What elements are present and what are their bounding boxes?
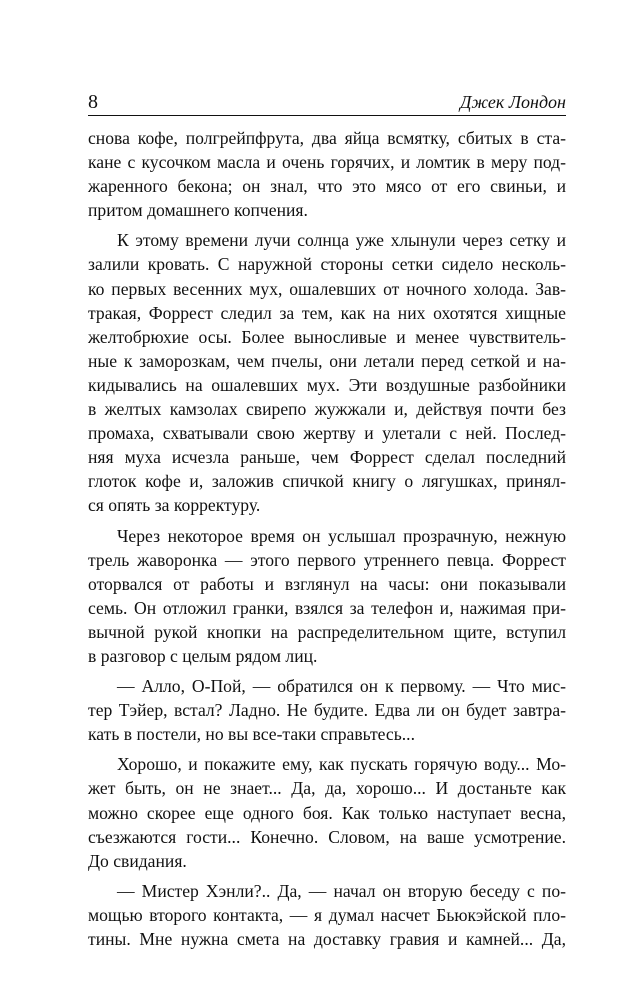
text-line: К этому времени лучи солнца уже хлынули через сетку и — [117, 230, 566, 251]
text-line: съезжаются гости... Конечно. Словом, на ваше усмотрение. — [88, 826, 566, 847]
page-header — [88, 90, 566, 116]
text-line: семь. Он отложил гранки, взялся за телефон и, нажимая при- — [88, 597, 566, 618]
text-line: жет быть, он не знает... Да, да, хорошо... И достаньте как — [88, 778, 566, 799]
text-line: промаха, схватывали свою жертву и улетали с ней. Послед- — [88, 423, 566, 444]
text-line: глоток кофе и, заложив спичкой книгу о лягушках, принял- — [88, 471, 566, 492]
text-line: в разговор с целым рядом лиц. — [88, 645, 318, 666]
text-line: ко первых весенних мух, ошалевших от ночного холода. Зав- — [88, 278, 566, 299]
text-line: снова кофе, полгрейпфрута, два яйца всмятку, сбитых в ста- — [88, 128, 566, 148]
text-line: — Мистер Хэнли?.. Да, — начал он вторую беседу с по- — [117, 880, 566, 901]
text-line: трель жаворонка — этого первого утреннего певца. Форрест — [88, 549, 566, 570]
text-line: в желтых камзолах свирепо жужжали и, действуя почти без — [88, 399, 566, 420]
paragraph — [88, 126, 566, 222]
text-line: притом домашнего копчения. — [88, 200, 308, 221]
text-line: Хорошо, и покажите ему, как пускать горячую воду... Мо- — [117, 754, 566, 775]
paragraph — [88, 752, 566, 872]
text-line: вычной рукой кнопки на распределительном щите, вступил — [88, 621, 566, 642]
text-line: Через некоторое время он услышал прозрачную, нежную — [117, 525, 566, 546]
paragraph — [88, 228, 566, 517]
text-line: ся опять за корректуру. — [88, 495, 261, 516]
body-text — [88, 126, 566, 957]
text-line: кане с кусочком масла и очень горячих, и ломтик в меру под- — [88, 152, 566, 173]
running-title: Джек Лондон — [459, 92, 566, 112]
text-line: тины. Мне нужна смета на доставку гравия и камней... Да, — [88, 929, 566, 949]
text-line: — Алло, О-Пой, — обратился он к первому. — Что мис- — [117, 676, 566, 697]
paragraph — [88, 879, 566, 951]
page-number: 8 — [88, 91, 98, 113]
text-line: мощью второго контакта, — я думал насчет Бьюкэйской пло- — [88, 904, 566, 925]
text-line: желтобрюхие осы. Более выносливые и менее чувствитель- — [88, 326, 566, 347]
text-line: оторвался от работы и взглянул на часы: они показывали — [88, 573, 566, 594]
text-line: тер Тэйер, встал? Ладно. Не будите. Едва ли он будет завтра- — [88, 700, 566, 721]
text-line: кать в постели, но вы все-таки справьтесь... — [88, 724, 415, 745]
text-line: кидывались на ошалевших мух. Эти воздушные разбойники — [88, 374, 566, 395]
text-line: няя муха исчезла раньше, чем Форрест сделал последний — [88, 447, 566, 468]
text-line: можно скорее еще одного боя. Как только наступает весна, — [88, 802, 566, 823]
text-line: тракая, Форрест следил за тем, как на них охотятся хищные — [88, 302, 566, 323]
text-line: До свидания. — [88, 850, 187, 871]
paragraph — [88, 524, 566, 669]
paragraph — [88, 674, 566, 746]
text-line: жаренного бекона; он знал, что это мясо от его свиньи, и — [88, 176, 566, 197]
text-line: залили кровать. С наружной стороны сетки сидело несколь- — [88, 254, 566, 275]
text-line: ные к заморозкам, чем пчелы, они летали перед сеткой и на- — [88, 350, 566, 371]
